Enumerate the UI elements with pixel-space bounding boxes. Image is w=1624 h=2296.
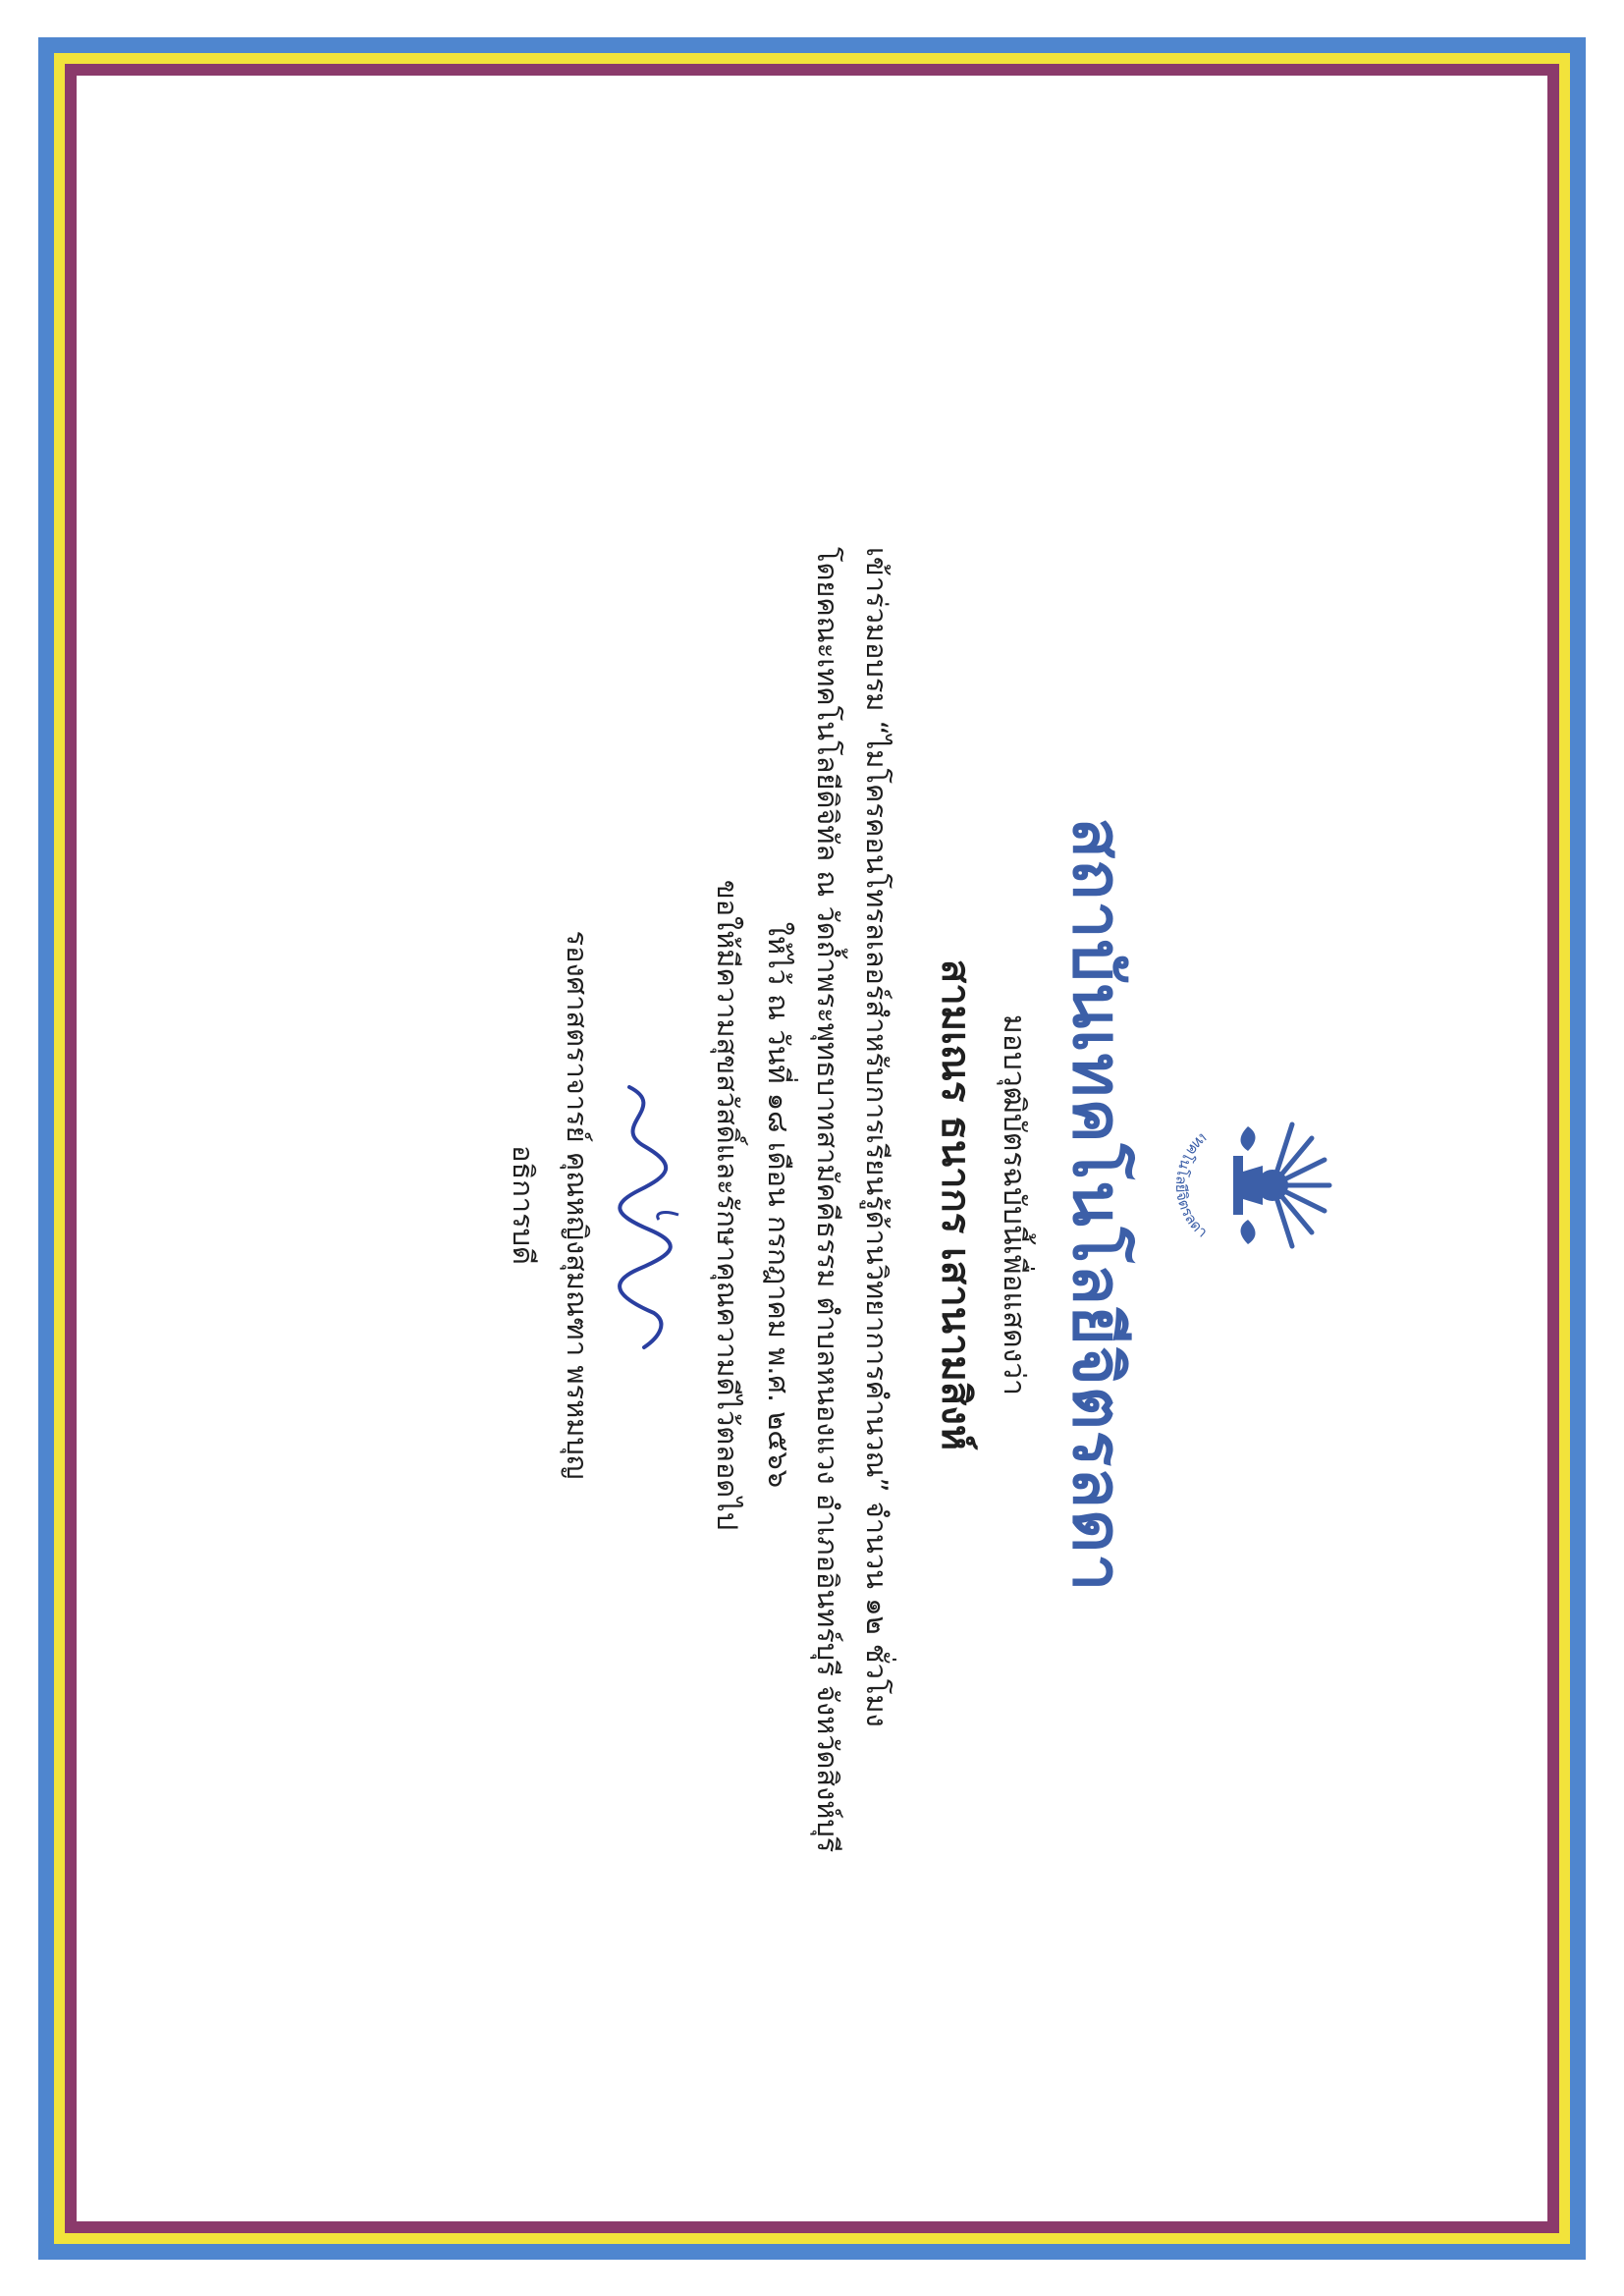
handwritten-signature-icon <box>590 1067 698 1362</box>
institute-emblem-icon <box>1164 1097 1341 1274</box>
certificate-wish: ขอให้มีความสุขสวัสดิ์และรักษาคุณความดีไว้ตลอดไป <box>711 879 744 1531</box>
svg-text:เทคโนโลยีจิตรลดา <box>1172 1129 1212 1241</box>
institute-name: สถาบันเทคโนโลยีจิตรลดา <box>1057 817 1135 1593</box>
certificate-intro: มอบวุฒิบัตรฉบับนี้เพื่อแสดงว่า <box>997 1014 1031 1395</box>
logo-caption: เทคโนโลยีจิตรลดา <box>1171 1129 1212 1241</box>
signature <box>590 1067 698 1362</box>
certificate-body-line-2: โดยคณะเทคโนโลยีดิจิทัล ณ วัดถ้ำพระพุทธบาทสามัคคีธรรม ตำบลหนองแวง อำเภออินทร์บุรี จังหวัดสิงห์บุรี <box>811 547 844 1853</box>
signer-position: อธิการบดี <box>507 1145 540 1265</box>
recipient-name: สามเณร ธนากร เสานามสิงห์ <box>933 958 978 1451</box>
signer-name: รองศาสตราจารย์ คุณหญิงสุมณฑา พรหมบุญ <box>561 930 594 1480</box>
certificate-body-line-1: เข้าร่วมอบรม “ไมโครคอนโทรลเลอร์สำหรับการเรียนรู้ด้านวิทยาการคำนวณ” จำนวน ๑๒ ชั่วโมง <box>860 547 893 1727</box>
institute-logo <box>1164 1097 1341 1274</box>
given-date: ให้ไว้ ณ วันที่ ๑๘ เดือน กรกฎาคม พ.ศ. ๒๕๖๖ <box>762 921 795 1489</box>
certificate-content <box>77 76 1547 2221</box>
